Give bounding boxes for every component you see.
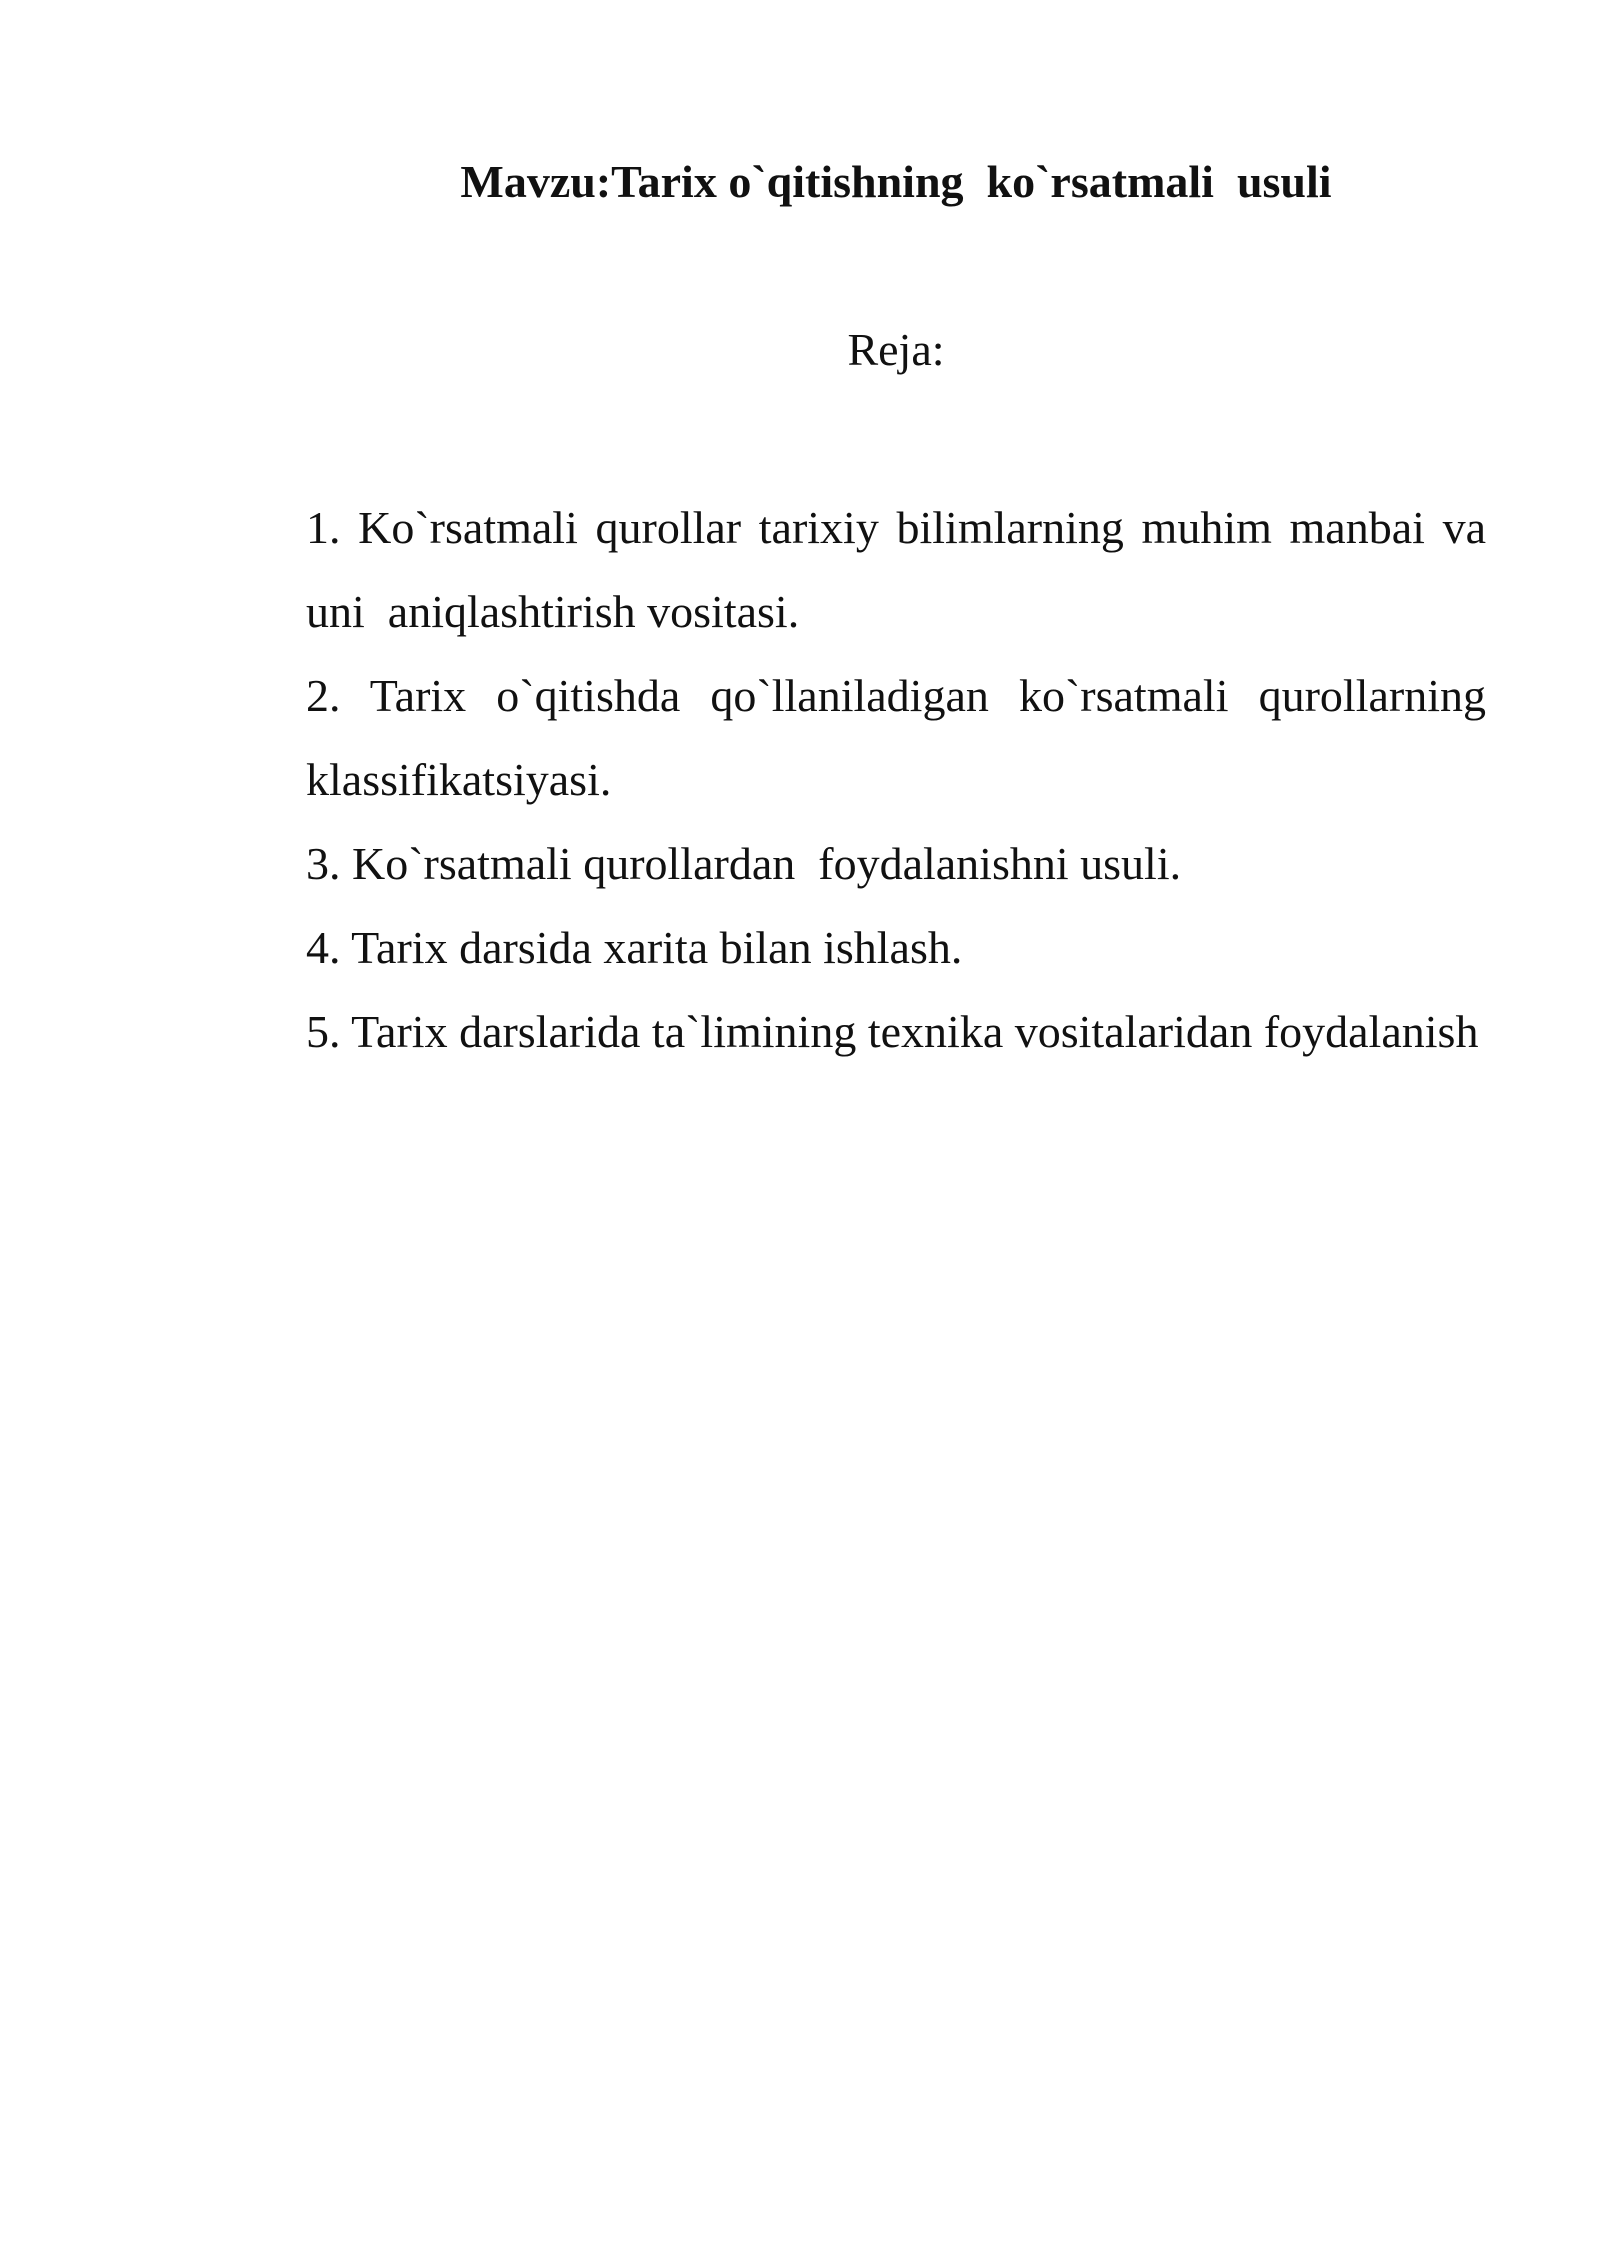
plan-item: 4. Tarix darsida xarita bilan ishlash. [306, 922, 963, 973]
plan-item: 2. Tarix o`qitishda qo`llaniladigan ko`rsatmali qurollarning klassifikatsiyasi. [306, 670, 1498, 805]
plan-item: 3. Ko`rsatmali qurollardan foydalanishni usuli. [306, 838, 1182, 889]
plan-item: 5. Tarix darslarida ta`limining texnika vositalaridan foydalanish [306, 1006, 1479, 1057]
plan-list [306, 486, 1498, 1074]
plan-heading: Reja: [847, 324, 945, 375]
document-title: Mavzu:Tarix o`qitishning ko`rsatmali usuli [460, 156, 1332, 207]
plan-item: 1. Ko`rsatmali qurollar tarixiy bilimlarning muhim manbai va uni aniqlashtirish vositasi. [306, 502, 1498, 637]
